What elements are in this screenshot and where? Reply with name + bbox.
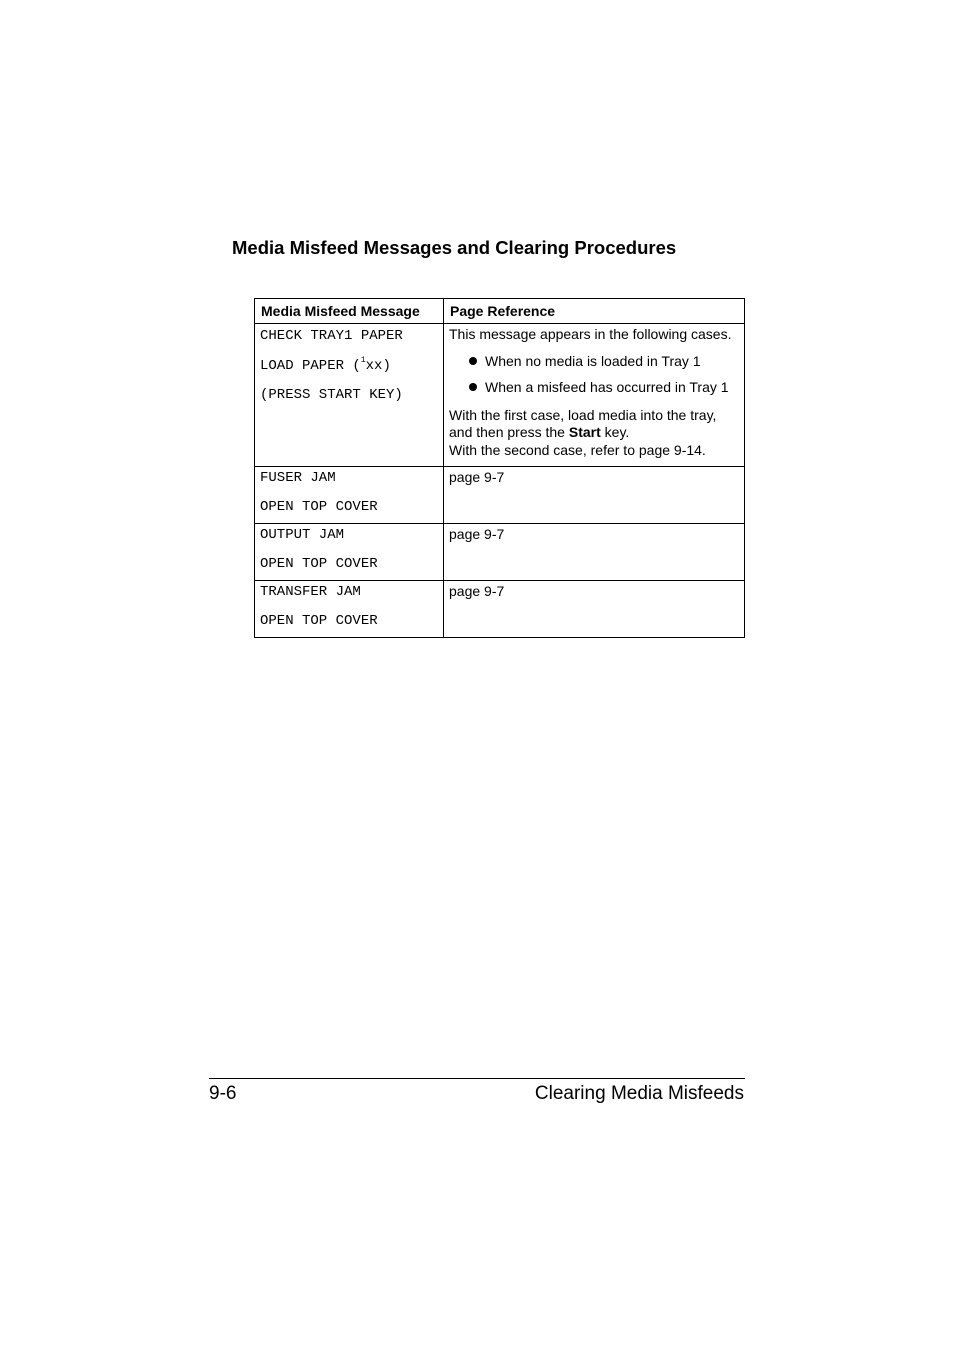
bullet-icon — [469, 383, 477, 391]
message-cell — [255, 524, 444, 581]
reference-text: and then press the — [449, 424, 569, 440]
bullet-item — [449, 379, 741, 397]
message-line: OUTPUT JAM — [260, 527, 345, 543]
superscript-marker: 1 — [360, 356, 366, 365]
header-page-reference: Page Reference — [444, 299, 745, 324]
reference-intro: This message appears in the following cases. — [449, 326, 732, 342]
reference-text: key. — [600, 424, 630, 440]
message-cell — [255, 581, 444, 638]
message-line: OPEN TOP COVER — [260, 556, 378, 572]
reference-cell — [444, 581, 745, 638]
page-reference: page 9-7 — [449, 526, 505, 542]
message-line — [255, 358, 443, 375]
bullet-text: When a misfeed has occurred in Tray 1 — [485, 379, 729, 395]
message-text: xx) — [365, 358, 391, 374]
reference-cell — [444, 324, 745, 467]
reference-cell — [444, 524, 745, 581]
table-row — [255, 524, 745, 581]
bullet-item — [449, 353, 741, 371]
message-text: LOAD PAPER ( — [260, 358, 361, 374]
table-header-row — [255, 299, 745, 324]
reference-paragraph: With the first case, load media into the tray, — [449, 406, 717, 423]
page-reference: page 9-7 — [449, 583, 505, 599]
table-row — [255, 581, 745, 638]
header-media-misfeed-message: Media Misfeed Message — [255, 299, 444, 324]
footer-divider — [209, 1078, 745, 1079]
message-line: OPEN TOP COVER — [260, 499, 378, 515]
message-line: TRANSFER JAM — [260, 584, 361, 600]
message-line: (PRESS START KEY) — [260, 387, 403, 403]
page-reference: page 9-7 — [449, 469, 505, 485]
bullet-icon — [469, 357, 477, 365]
chapter-title: Clearing Media Misfeeds — [534, 1083, 744, 1104]
bullet-text: When no media is loaded in Tray 1 — [485, 352, 701, 369]
message-line: FUSER JAM — [260, 470, 336, 486]
reference-paragraph: With the second case, refer to page 9-14. — [449, 441, 706, 458]
misfeed-messages-table — [254, 298, 745, 638]
table-row — [255, 467, 745, 524]
reference-cell — [444, 467, 745, 524]
start-key-label: Start — [568, 424, 601, 440]
reference-paragraph — [449, 424, 741, 442]
message-line: CHECK TRAY1 PAPER — [260, 328, 403, 344]
section-title: Media Misfeed Messages and Clearing Procedures — [232, 237, 677, 258]
message-line: OPEN TOP COVER — [260, 613, 378, 629]
table-row — [255, 324, 745, 467]
message-cell — [255, 324, 444, 467]
message-cell — [255, 467, 444, 524]
page-number: 9-6 — [209, 1083, 237, 1104]
